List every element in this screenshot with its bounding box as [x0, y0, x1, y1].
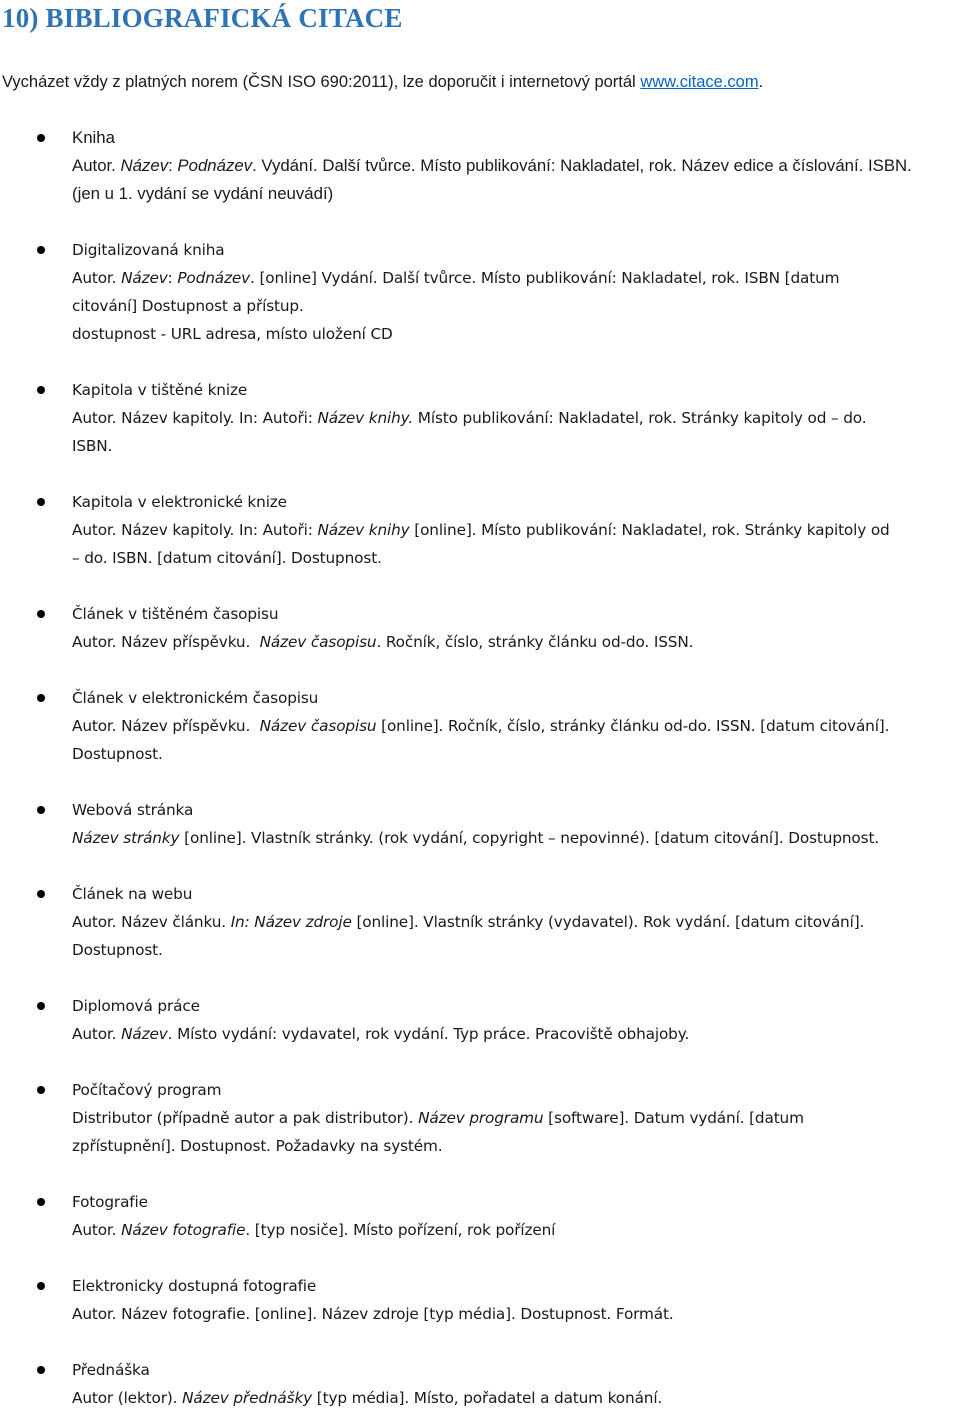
- text-part-italic: Název programu: [418, 1109, 544, 1127]
- text-part: Autor. Název kapitoly. In: Autoři:: [72, 521, 318, 539]
- intro-text: Vycházet vždy z platných norem (ČSN ISO 690:2011), lze doporučit i internetový portál: [2, 73, 641, 91]
- entry-heading: Kapitola v tištěné knize: [72, 381, 248, 399]
- text-part-italic: Název knihy.: [317, 409, 414, 427]
- entry-heading: Článek na webu: [72, 885, 193, 903]
- bullet-icon: [37, 1282, 45, 1290]
- entry-format-line: citování] Dostupnost a přístup.: [72, 297, 304, 315]
- bullet-icon: [37, 1086, 45, 1094]
- entry-kapitola-tistena: [0, 376, 960, 460]
- page-title: 10) BIBLIOGRAFICKÁ CITACE: [2, 3, 403, 33]
- text-part: Autor.: [72, 1221, 122, 1239]
- entry-heading: Článek v tištěném časopisu: [72, 605, 279, 623]
- entry-heading: Kniha: [72, 128, 115, 147]
- text-part: Autor. Název příspěvku.: [72, 717, 260, 735]
- entry-pocitacovy-program: [0, 1076, 960, 1160]
- entry-format-line: [0, 824, 960, 852]
- entry-clanek-na-webu: [0, 880, 960, 964]
- entry-clanek-tisteny: [0, 600, 960, 656]
- text-part: . Vydání. Další tvůrce. Místo publikování: Nakladatel, rok. Název edice a číslování. ISBN.: [252, 156, 912, 175]
- text-part: [online]. Místo publikování: Nakladatel, rok. Stránky kapitoly od: [409, 521, 890, 539]
- intro-paragraph: [2, 68, 763, 96]
- text-part: . Ročník, číslo, stránky článku od-do. ISSN.: [376, 633, 694, 651]
- bullet-icon: [37, 134, 45, 142]
- entry-format-line: [0, 1384, 960, 1412]
- entry-clanek-elektronicky: [0, 684, 960, 768]
- text-part-italic: Název: [121, 269, 168, 287]
- entry-format-line: Dostupnost.: [72, 941, 163, 959]
- text-part: Autor. Název kapitoly. In: Autoři:: [72, 409, 318, 427]
- entry-elektronicka-fotografie: [0, 1272, 960, 1328]
- bullet-icon: [37, 498, 45, 506]
- text-part: Autor. Název příspěvku.: [72, 633, 260, 651]
- citace-link[interactable]: www.citace.com: [640, 73, 759, 91]
- bullet-icon: [37, 1002, 45, 1010]
- text-part: . [typ nosiče]. Místo pořízení, rok pořízení: [245, 1221, 556, 1239]
- text-part-italic: Název: [121, 1025, 168, 1043]
- entry-format-line: [0, 1104, 960, 1132]
- text-part-italic: Podnázev: [177, 156, 253, 175]
- text-part: Místo publikování: Nakladatel, rok. Stránky kapitoly od – do.: [413, 409, 867, 427]
- text-part-italic: Název časopisu: [259, 633, 377, 651]
- entry-note-line: (jen u 1. vydání se vydání neuvádí): [72, 184, 334, 203]
- entry-format-line: Autor. Název fotografie. [online]. Název zdroje [typ média]. Dostupnost. Formát.: [72, 1305, 674, 1323]
- text-part: . [online] Vydání. Další tvůrce. Místo publikování: Nakladatel, rok. ISBN [datum: [250, 269, 840, 287]
- text-part-italic: Název stránky: [72, 829, 180, 847]
- text-part: Autor.: [72, 269, 122, 287]
- text-part-italic: Název časopisu: [259, 717, 377, 735]
- entry-format-line: [0, 516, 960, 544]
- bullet-icon: [37, 694, 45, 702]
- bullet-icon: [37, 806, 45, 814]
- text-part-italic: Podnázev: [177, 269, 251, 287]
- text-part: [software]. Datum vydání. [datum: [543, 1109, 804, 1127]
- entry-heading: Kapitola v elektronické knize: [72, 493, 287, 511]
- entry-heading: Přednáška: [72, 1361, 150, 1379]
- text-part: . Místo vydání: vydavatel, rok vydání. Typ práce. Pracoviště obhajoby.: [167, 1025, 690, 1043]
- text-part: Autor.: [72, 156, 121, 175]
- entry-format-line: [0, 404, 960, 432]
- text-part-italic: Název fotografie: [121, 1221, 246, 1239]
- text-part: [online]. Ročník, číslo, stránky článku od-do. ISSN. [datum citování].: [376, 717, 890, 735]
- text-part-italic: In: Název zdroje: [230, 913, 352, 931]
- entry-format-line: [0, 628, 960, 656]
- entry-heading: Webová stránka: [72, 801, 194, 819]
- entry-format-line: [0, 908, 960, 936]
- entry-heading: Digitalizovaná kniha: [72, 241, 225, 259]
- text-part: [online]. Vlastník stránky (vydavatel). Rok vydání. [datum citování].: [351, 913, 865, 931]
- entry-prednaska: [0, 1356, 960, 1412]
- text-part: Distributor (případně autor a pak distributor).: [72, 1109, 419, 1127]
- text-part-italic: Název přednášky: [182, 1389, 313, 1407]
- entry-format-line: zpřístupnění]. Dostupnost. Požadavky na systém.: [72, 1137, 443, 1155]
- entry-heading: Fotografie: [72, 1193, 148, 1211]
- text-part: :: [167, 269, 178, 287]
- entry-format-line: ISBN.: [72, 437, 113, 455]
- text-part-italic: Název knihy: [317, 521, 410, 539]
- entry-format-line: [0, 1216, 960, 1244]
- bullet-icon: [37, 1366, 45, 1374]
- entry-digitalizovana-kniha: [0, 236, 960, 348]
- entry-kniha: [0, 124, 960, 208]
- entry-diplomova-prace: [0, 992, 960, 1048]
- entry-heading: Počítačový program: [72, 1081, 222, 1099]
- text-part: :: [168, 156, 178, 175]
- bullet-icon: [37, 610, 45, 618]
- bullet-icon: [37, 890, 45, 898]
- entry-kapitola-elektronicka: [0, 488, 960, 572]
- entry-format-line: [0, 1020, 960, 1048]
- bullet-icon: [37, 386, 45, 394]
- entry-fotografie: [0, 1188, 960, 1244]
- text-part: Autor (lektor).: [72, 1389, 183, 1407]
- entry-format-line: – do. ISBN. [datum citování]. Dostupnost.: [72, 549, 382, 567]
- bullet-icon: [37, 246, 45, 254]
- text-part-italic: Název: [120, 156, 169, 175]
- intro-end: .: [758, 73, 764, 91]
- text-part: Autor.: [72, 1025, 122, 1043]
- entry-webova-stranka: [0, 796, 960, 852]
- entry-format-line: [0, 712, 960, 740]
- entry-heading: Diplomová práce: [72, 997, 200, 1015]
- entry-heading: Článek v elektronickém časopisu: [72, 689, 319, 707]
- entry-note-line: dostupnost - URL adresa, místo uložení CD: [72, 325, 393, 343]
- entry-format-line: [0, 264, 960, 292]
- text-part: [online]. Vlastník stránky. (rok vydání, copyright – nepovinné). [datum citování]. Dostupnost.: [179, 829, 880, 847]
- text-part: [typ média]. Místo, pořadatel a datum konání.: [312, 1389, 663, 1407]
- entry-format-line: Dostupnost.: [72, 745, 163, 763]
- bullet-icon: [37, 1198, 45, 1206]
- entry-heading: Elektronicky dostupná fotografie: [72, 1277, 317, 1295]
- entry-format-line: [0, 152, 960, 180]
- text-part: Autor. Název článku.: [72, 913, 231, 931]
